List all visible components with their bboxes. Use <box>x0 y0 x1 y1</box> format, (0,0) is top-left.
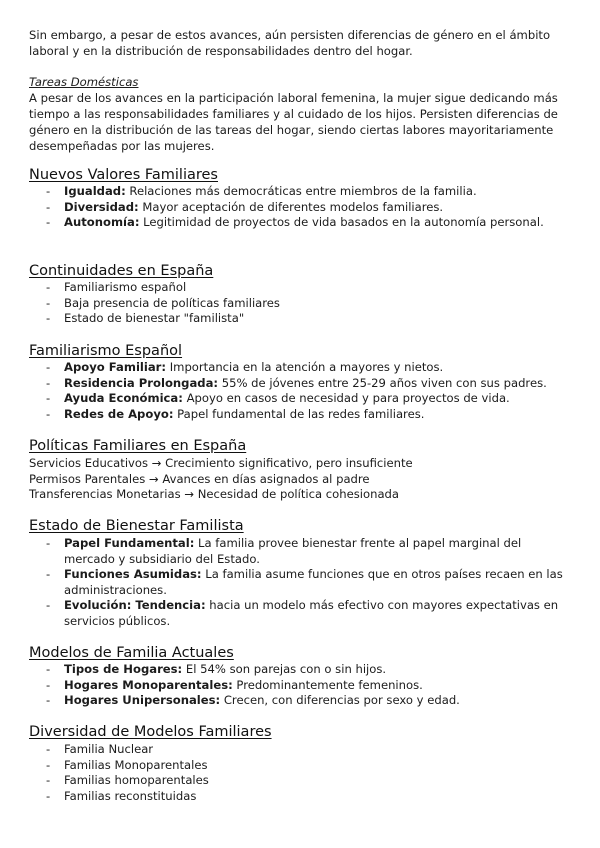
politicas-line: Servicios Educativos → Crecimiento significativo, pero insuficiente <box>29 456 413 470</box>
tareas-heading: Tareas Domésticas <box>29 75 139 89</box>
list-item: - Hogares Monoparentales: Predominantemente femeninos. <box>44 678 574 694</box>
tareas-paragraph: A pesar de los avances en la participación laboral femenina, la mujer sigue dedicando más tiempo a las responsabilidades familiares y al cuidado de los hijos. Persisten diferencias de género en la distribución de las tareas del hogar, siendo ciertas labores mayoritariamente desempeñadas por las mujeres. <box>29 91 558 153</box>
continuidades-heading: Continuidades en España <box>29 263 214 279</box>
nuevos-valores-list <box>44 184 574 231</box>
politicas-lines <box>29 456 579 503</box>
list-item: - Hogares Unipersonales: Crecen, con diferencias por sexo y edad. <box>44 693 574 709</box>
list-item: - Igualdad: Relaciones más democráticas entre miembros de la familia. <box>44 184 574 200</box>
diversidad-list <box>44 742 574 804</box>
list-item: - Familia Nuclear <box>44 742 574 758</box>
list-item: - Evolución: Tendencia: hacia un modelo más efectivo con mayores expectativas en servicios públicos. <box>44 598 574 629</box>
list-item: - Estado de bienestar "familista" <box>44 311 574 327</box>
politicas-line: Permisos Parentales → Avances en días asignados al padre <box>29 471 370 486</box>
list-item: - Diversidad: Mayor aceptación de diferentes modelos familiares. <box>44 200 574 216</box>
intro-paragraph: Sin embargo, a pesar de estos avances, aún persisten diferencias de género en el ámbito laboral y en la distribución de responsabilidades dentro del hogar. <box>29 28 551 58</box>
politicas-heading: Políticas Familiares en España <box>29 438 247 454</box>
nuevos-valores-heading: Nuevos Valores Familiares <box>29 167 218 183</box>
continuidades-list <box>44 280 574 327</box>
diversidad-heading: Diversidad de Modelos Familiares <box>29 724 272 740</box>
list-item: - Tipos de Hogares: El 54% son parejas con o sin hijos. <box>44 662 574 678</box>
list-item: - Funciones Asumidas: La familia asume funciones que en otros países recaen en las administraciones. <box>44 567 574 598</box>
estado-bienestar-list <box>44 536 574 629</box>
list-item: - Redes de Apoyo: Papel fundamental de las redes familiares. <box>44 407 574 423</box>
list-item: - Autonomía: Legitimidad de proyectos de vida basados en la autonomía personal. <box>44 215 574 231</box>
list-item: - Baja presencia de políticas familiares <box>44 296 574 312</box>
list-item: - Papel Fundamental: La familia provee bienestar frente al papel marginal del mercado y subsidiario del Estado. <box>44 536 574 567</box>
list-item: - Residencia Prolongada: 55% de jóvenes entre 25-29 años viven con sus padres. <box>44 376 574 392</box>
list-item: - Familias reconstituidas <box>44 789 574 805</box>
politicas-line: Transferencias Monetarias → Necesidad de política cohesionada <box>29 487 400 501</box>
list-item: - Apoyo Familiar: Importancia en la atención a mayores y nietos. <box>44 360 574 376</box>
list-item: - Familias homoparentales <box>44 773 574 789</box>
familiarismo-heading: Familiarismo Español <box>29 343 183 359</box>
modelos-actuales-heading: Modelos de Familia Actuales <box>29 645 234 661</box>
list-item: - Familiarismo español <box>44 280 574 296</box>
familiarismo-list <box>44 360 574 422</box>
list-item: - Ayuda Económica: Apoyo en casos de necesidad y para proyectos de vida. <box>44 391 574 407</box>
estado-bienestar-heading: Estado de Bienestar Familista <box>29 518 244 534</box>
modelos-actuales-list <box>44 662 574 709</box>
list-item: - Familias Monoparentales <box>44 758 574 774</box>
